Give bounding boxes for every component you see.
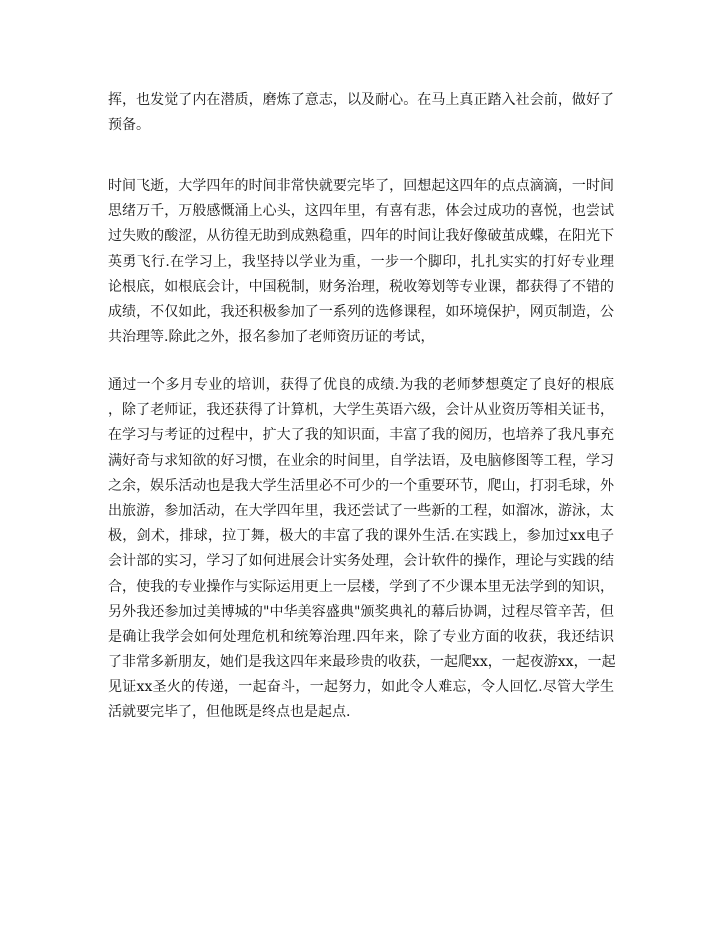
paragraph-line: 通过一个多月专业的培训，获得了优良的成绩.为我的老师梦想奠定了良好的根底 [108, 377, 614, 393]
paragraph-line: 之余，娱乐活动也是我大学生活里必不可少的一个重要环节，爬山，打羽毛球，外 [108, 477, 614, 494]
paragraph-line: 极，剑术，排球，拉丁舞，极大的丰富了我的课外生活.在实践上，参加过xx电子 [108, 528, 614, 545]
paragraph-3 [108, 373, 614, 726]
paragraph-line: 了非常多新朋友，她们是我这四年来最珍贵的收获，一起爬xx，一起夜游xx，一起 [108, 654, 616, 671]
paragraph-line: 论根底，如根底会计，中国税制，财务治理，税收筹划等专业课，都获得了不错的 [108, 278, 614, 295]
paragraph-1 [108, 88, 614, 138]
paragraph-line: 是确让我学会如何处理危机和统筹治理.四年来，除了专业方面的收获，我还结识 [108, 628, 614, 645]
paragraph-line: 会计部的实习，学习了如何进展会计实务处理，会计软件的操作，理论与实践的结 [108, 553, 614, 570]
paragraph-line: 共治理等.除此之外，报名参加了老师资历证的考试， [108, 329, 435, 346]
paragraph-line: 出旅游，参加活动，在大学四年里，我还尝试了一些新的工程，如溜冰，游泳，太 [108, 502, 614, 519]
paragraph-line: 挥，也发觉了内在潜质，磨炼了意志，以及耐心。在马上真正踏入社会前，做好了 [108, 92, 614, 108]
paragraph-line: 思绪万千，万般感慨涌上心头，这四年里，有喜有悲，体会过成功的喜悦，也尝试 [108, 203, 614, 220]
paragraph-line: 活就要完毕了，但他既是终点也是起点. [108, 704, 351, 721]
paragraph-2 [108, 174, 614, 350]
paragraph-line: 见证xx圣火的传递，一起奋斗，一起努力，如此令人难忘，令人回忆.尽管大学生 [108, 679, 614, 696]
paragraph-line: 成绩，不仅如此，我还积极参加了一系列的选修课程，如环境保护，网页制造，公 [108, 303, 614, 320]
paragraph-line: 预备。 [108, 117, 150, 134]
paragraph-line: 满好奇与求知欲的好习惯，在业余的时间里，自学法语，及电脑修图等工程，学习 [108, 452, 614, 469]
paragraph-line: 在学习与考证的过程中，扩大了我的知识面，丰富了我的阅历，也培养了我凡事充 [108, 427, 614, 444]
paragraph-line: 合，使我的专业操作与实际运用更上一层楼，学到了不少课本里无法学到的知识， [108, 578, 614, 595]
paragraph-line: ，除了老师证，我还获得了计算机，大学生英语六级，会计从业资历等相关证书， [108, 402, 614, 419]
paragraph-line: 英勇飞行.在学习上，我坚持以学业为重，一步一个脚印，扎扎实实的打好专业理 [108, 253, 614, 270]
paragraph-line: 时间飞逝，大学四年的时间非常快就要完毕了，回想起这四年的点点滴滴，一时间 [108, 178, 614, 194]
paragraph-line: 过失败的酸涩，从彷徨无助到成熟稳重，四年的时间让我好像破茧成蝶，在阳光下 [108, 228, 614, 245]
paragraph-line: 另外我还参加过美博城的"中华美容盛典"颁奖典礼的幕后协调，过程尽管辛苦，但 [108, 603, 614, 620]
